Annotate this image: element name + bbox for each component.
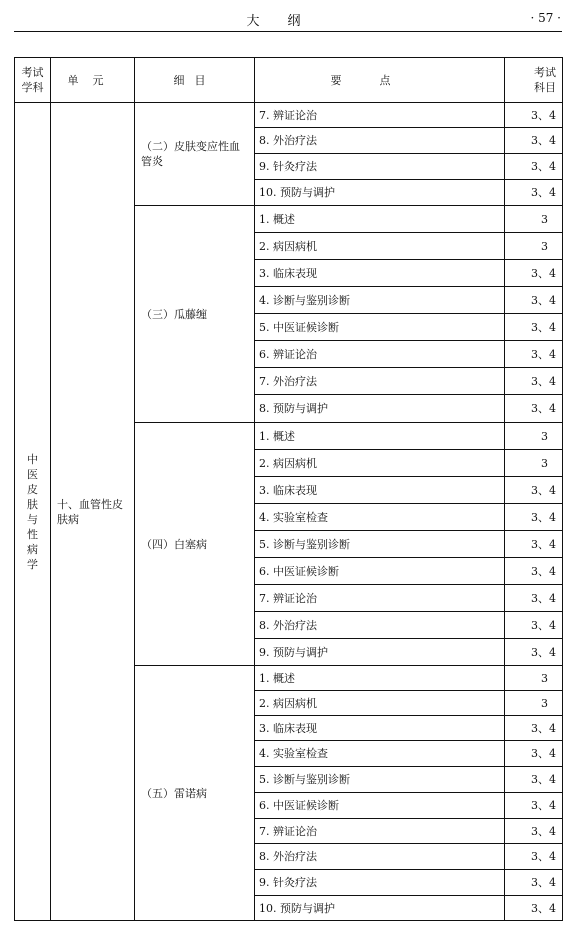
point-cell: 6. 中医证候诊断 [255, 793, 505, 819]
level-cell: 3、4 [505, 477, 563, 504]
level-cell: 3、4 [505, 531, 563, 558]
level-cell: 3、4 [505, 154, 563, 180]
level-cell: 3、4 [505, 716, 563, 741]
level-cell: 3、4 [505, 287, 563, 314]
subject-cell: 中医皮肤与性病学 [15, 103, 51, 921]
header-section: 细目 [135, 58, 255, 103]
point-cell: 7. 辨证论治 [255, 819, 505, 844]
section-title: （四）白塞病 [135, 423, 255, 666]
point-cell: 10. 预防与调护 [255, 180, 505, 206]
point-cell: 5. 诊断与鉴别诊断 [255, 531, 505, 558]
level-cell: 3 [505, 691, 563, 716]
point-cell: 4. 实验室检查 [255, 504, 505, 531]
point-cell: 9. 预防与调护 [255, 639, 505, 666]
point-cell: 4. 实验室检查 [255, 741, 505, 767]
level-cell: 3、4 [505, 741, 563, 767]
table-row [15, 103, 563, 128]
point-cell: 9. 针灸疗法 [255, 154, 505, 180]
table-header-row [15, 58, 563, 103]
point-cell: 7. 外治疗法 [255, 368, 505, 395]
point-cell: 5. 中医证候诊断 [255, 314, 505, 341]
point-cell: 5. 诊断与鉴别诊断 [255, 767, 505, 793]
point-cell: 2. 病因病机 [255, 691, 505, 716]
level-cell: 3、4 [505, 585, 563, 612]
level-cell: 3、4 [505, 844, 563, 870]
level-cell: 3、4 [505, 341, 563, 368]
level-cell: 3、4 [505, 793, 563, 819]
level-cell: 3 [505, 450, 563, 477]
point-cell: 2. 病因病机 [255, 450, 505, 477]
point-cell: 1. 概述 [255, 206, 505, 233]
point-cell: 8. 预防与调护 [255, 395, 505, 423]
level-cell: 3、4 [505, 314, 563, 341]
point-cell: 2. 病因病机 [255, 233, 505, 260]
level-cell: 3、4 [505, 368, 563, 395]
header-points: 要点 [255, 58, 505, 103]
level-cell: 3 [505, 233, 563, 260]
level-cell: 3、4 [505, 819, 563, 844]
point-cell: 6. 中医证候诊断 [255, 558, 505, 585]
point-cell: 9. 针灸疗法 [255, 870, 505, 896]
unit-cell: 十、血管性皮肤病 [51, 103, 135, 921]
point-cell: 1. 概述 [255, 423, 505, 450]
level-cell: 3、4 [505, 558, 563, 585]
section-title: （三）瓜藤缠 [135, 206, 255, 423]
section-title: （五）雷诺病 [135, 666, 255, 921]
level-cell: 3 [505, 666, 563, 691]
syllabus-table [14, 57, 563, 921]
point-cell: 8. 外治疗法 [255, 128, 505, 154]
level-cell: 3、4 [505, 504, 563, 531]
header-rule [14, 31, 562, 32]
level-cell: 3、4 [505, 639, 563, 666]
header-subject: 考试 学科 [15, 58, 51, 103]
point-cell: 3. 临床表现 [255, 260, 505, 287]
level-cell: 3、4 [505, 260, 563, 287]
header-level: 考试 科目 [505, 58, 563, 103]
table-body [15, 103, 563, 921]
level-cell: 3、4 [505, 767, 563, 793]
point-cell: 10. 预防与调护 [255, 896, 505, 921]
level-cell: 3、4 [505, 395, 563, 423]
level-cell: 3、4 [505, 612, 563, 639]
point-cell: 4. 诊断与鉴别诊断 [255, 287, 505, 314]
level-cell: 3 [505, 423, 563, 450]
level-cell: 3、4 [505, 180, 563, 206]
point-cell: 1. 概述 [255, 666, 505, 691]
level-cell: 3、4 [505, 896, 563, 921]
point-cell: 3. 临床表现 [255, 477, 505, 504]
section-title: （二）皮肤变应性血管炎 [135, 103, 255, 206]
page-number: · 57 · [530, 11, 561, 25]
point-cell: 3. 临床表现 [255, 716, 505, 741]
level-cell: 3、4 [505, 870, 563, 896]
point-cell: 7. 辨证论治 [255, 585, 505, 612]
point-cell: 6. 辨证论治 [255, 341, 505, 368]
level-cell: 3、4 [505, 103, 563, 128]
level-cell: 3 [505, 206, 563, 233]
header-unit: 单元 [51, 58, 135, 103]
point-cell: 8. 外治疗法 [255, 612, 505, 639]
running-header-title: 大纲 [246, 14, 329, 29]
point-cell: 7. 辨证论治 [255, 103, 505, 128]
point-cell: 8. 外治疗法 [255, 844, 505, 870]
level-cell: 3、4 [505, 128, 563, 154]
